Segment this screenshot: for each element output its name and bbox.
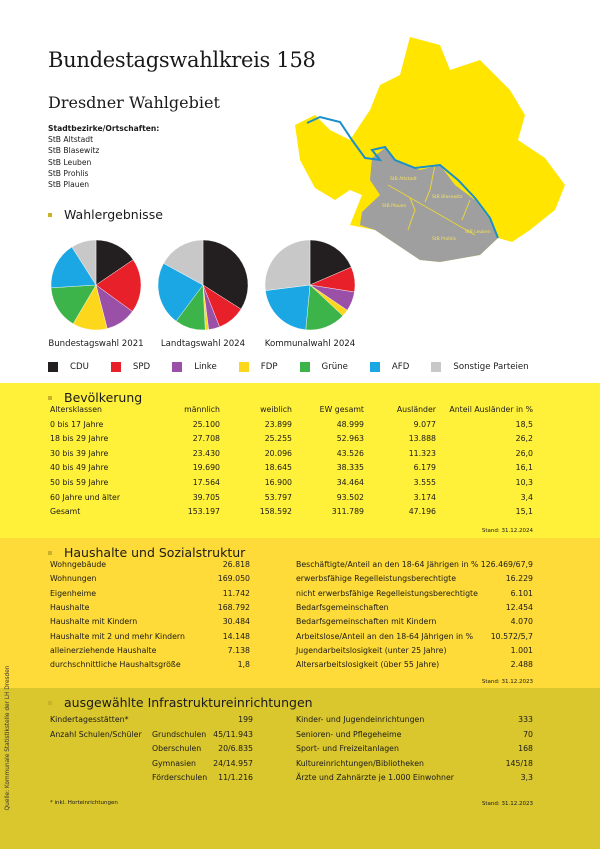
school-type: Grundschulen (152, 729, 207, 739)
households-section (0, 538, 600, 688)
cell-value: 3.174 (413, 492, 436, 502)
column-header: EW gesamt (319, 405, 364, 414)
row-label: 18 bis 29 Jahre (50, 434, 109, 444)
cell-value: 311.789 (331, 507, 364, 517)
school-type: Gymnasien (152, 758, 196, 768)
row-label: Bedarfsgemeinschaften (296, 602, 389, 612)
election-pie-charts (0, 230, 380, 340)
cell-value: 1.001 (510, 645, 533, 655)
cell-value: 169.050 (217, 574, 250, 584)
cell-value: 24/14.957 (213, 758, 253, 768)
row-label: Gesamt (50, 507, 81, 517)
page-title: Bundestagswahlkreis 158 (48, 48, 316, 72)
legend-swatch (431, 362, 441, 372)
pie-label: Landtagswahl 2024 (160, 339, 246, 349)
row-label: Haushalte mit Kindern (50, 617, 138, 627)
heading-text: Bevölkerung (64, 390, 143, 405)
cell-value: 18,5 (515, 419, 533, 429)
legend-swatch (172, 362, 182, 372)
footnote: * inkl. Horteinrichtungen (50, 800, 118, 806)
cell-value: 23.899 (264, 419, 292, 429)
row-label: Jugendarbeitslosigkeit (unter 25 Jahre) (296, 645, 447, 655)
cell-value: 168 (518, 744, 533, 754)
column-header: Anteil Ausländer in % (449, 405, 533, 414)
legend-swatch (370, 362, 380, 372)
legend-item (431, 362, 528, 372)
legend-item (48, 362, 89, 372)
cell-value: 18.645 (264, 463, 292, 473)
cell-value: 2.488 (510, 660, 533, 670)
row-label: 0 bis 17 Jahre (50, 419, 104, 429)
row-label: Anzahl Schulen/Schüler (50, 729, 142, 739)
cell-value: 9.077 (413, 419, 436, 429)
population-section (0, 383, 600, 538)
cell-value: 34.464 (336, 478, 364, 487)
bullet-icon (48, 213, 52, 217)
cell-value: 13.888 (408, 434, 436, 444)
cell-value: 48.999 (336, 419, 364, 429)
cell-value: 4.070 (510, 617, 533, 627)
cell-value: 3.555 (413, 478, 436, 487)
cell-value: 39.705 (192, 492, 220, 502)
cell-value: 10.572/5,7 (490, 631, 533, 641)
school-type: Oberschulen (152, 744, 202, 754)
elections-heading (48, 207, 163, 222)
cell-value: 70 (523, 729, 533, 739)
stand-date: Stand: 31.12.2024 (481, 528, 533, 534)
cell-value: 20.096 (264, 448, 292, 458)
cell-value: 1,8 (237, 660, 250, 670)
row-label: Haushalte mit 2 und mehr Kindern (50, 631, 185, 641)
stand-date: Stand: 31.12.2023 (481, 679, 533, 685)
cell-value: 43.526 (336, 448, 364, 458)
map-label: StB Blasewitz (432, 195, 463, 200)
row-label: Wohngebäude (50, 560, 107, 569)
row-label: alleinerziehende Haushalte (50, 645, 157, 655)
cell-value: 26.818 (222, 560, 250, 569)
row-label: nicht erwerbsfähige Regelleistungsberechtigte (296, 588, 478, 598)
cell-value: 52.963 (336, 434, 364, 444)
cell-value: 25.100 (192, 419, 220, 429)
population-heading (48, 390, 142, 405)
district-item: StB Leuben (48, 157, 92, 167)
pie-slice-afd (265, 285, 310, 330)
heading-text: Wahlergebnisse (64, 207, 163, 222)
cell-value: 47.196 (408, 507, 436, 517)
cell-value: 11.742 (222, 588, 250, 598)
school-type: Förderschulen (152, 773, 208, 783)
row-label: 30 bis 39 Jahre (50, 448, 109, 458)
row-label: Bedarfsgemeinschaften mit Kindern (296, 617, 437, 627)
bullet-icon (48, 396, 52, 400)
source-note: Quelle: Kommunale Statistikstelle der LH Dresden (5, 665, 11, 811)
cell-value: 6.179 (413, 463, 436, 473)
map-label: StB Plauen (382, 204, 407, 209)
cell-value: 12.454 (505, 602, 533, 612)
legend-swatch (300, 362, 310, 372)
cell-value: 153.197 (187, 507, 220, 517)
row-label: Arbeitslose/Anteil an den 18-64 Jährigen in % (296, 631, 473, 641)
heading-text: Haushalte und Sozialstruktur (64, 545, 246, 560)
infrastructure-section (0, 688, 600, 849)
pie-slice-sonstige-parteien (265, 240, 310, 291)
cell-value: 10,3 (515, 478, 533, 487)
cell-value: 27.708 (192, 434, 220, 444)
row-label: 50 bis 59 Jahre (50, 478, 109, 487)
column-header: männlich (184, 405, 220, 414)
legend-label: SPD (132, 362, 151, 372)
row-label: Altersarbeitslosigkeit (über 55 Jahre) (296, 660, 440, 670)
legend-item (111, 362, 150, 372)
map-label: StB Leuben (465, 230, 491, 235)
legend-label: Sonstige Parteien (453, 362, 529, 372)
district-item: StB Blasewitz (48, 146, 100, 156)
cell-value: 38.335 (336, 463, 364, 473)
row-label: 40 bis 49 Jahre (50, 463, 109, 473)
row-label: erwerbsfähige Regelleistungsberechtigte (296, 574, 456, 584)
bullet-icon (48, 551, 52, 555)
district-heading: Stadtbezirke/Ortschaften: (48, 124, 160, 133)
row-label: Kinder- und Jugendeinrichtungen (296, 715, 425, 724)
district-item: StB Altstadt (48, 135, 94, 145)
row-label: durchschnittliche Haushaltsgröße (50, 660, 181, 670)
map-label: StB Altstadt (390, 177, 417, 182)
cell-value: 168.792 (217, 602, 250, 612)
row-label: Wohnungen (50, 574, 97, 584)
cell-value: 20/6.835 (218, 744, 253, 754)
pie-label: Kommunalwahl 2024 (264, 339, 356, 349)
cell-value: 19.690 (192, 463, 220, 473)
row-label: Kultureinrichtungen/Bibliotheken (296, 758, 424, 768)
row-label: Sport- und Freizeitanlagen (296, 744, 399, 754)
cell-value: 3,3 (520, 773, 533, 783)
row-label: Senioren- und Pflegeheime (296, 729, 402, 739)
legend-label: FDP (260, 362, 278, 372)
cell-value: 126.469/67,9 (480, 560, 533, 569)
legend-item (239, 362, 278, 372)
cell-value: 11/1.216 (218, 773, 253, 783)
row-label: Beschäftigte/Anteil an den 18-64 Jährigen in % (296, 560, 479, 569)
row-label: Ärzte und Zahnärzte je 1.000 Einwohner (296, 773, 454, 783)
district-list (48, 123, 159, 190)
cell-value: 16,1 (515, 463, 533, 473)
bullet-icon (48, 701, 52, 705)
row-label: 60 Jahre und älter (50, 492, 121, 502)
column-header: Altersklassen (50, 405, 102, 414)
cell-value: 53.797 (264, 492, 292, 502)
district-item: StB Plauen (48, 180, 90, 190)
cell-value: 45/11.943 (213, 729, 253, 739)
pie-legend (48, 362, 551, 372)
stand-date: Stand: 31.12.2023 (481, 801, 533, 807)
district-item: StB Prohlis (48, 168, 89, 178)
cell-value: 6.101 (510, 588, 533, 598)
cell-value: 15,1 (515, 507, 533, 517)
legend-label: Grüne (321, 362, 348, 372)
legend-swatch (48, 362, 58, 372)
cell-value: 11.323 (408, 448, 436, 458)
cell-value: 7.138 (227, 645, 250, 655)
cell-value: 3,4 (520, 492, 533, 502)
row-label: Eigenheime (50, 588, 97, 598)
cell-value: 16.900 (264, 478, 292, 487)
legend-swatch (111, 362, 121, 372)
heading-text: ausgewählte Infrastruktureinrichtungen (64, 695, 313, 710)
cell-value: 16.229 (505, 574, 533, 584)
legend-item (300, 362, 348, 372)
cell-value: 14.148 (222, 631, 250, 641)
cell-value: 30.484 (222, 617, 250, 627)
legend-label: Linke (194, 362, 217, 372)
legend-item (370, 362, 409, 372)
cell-value: 145/18 (505, 758, 533, 768)
column-header: weiblich (260, 405, 292, 414)
cell-value: 26,2 (515, 434, 533, 444)
map-label: StB Prohlis (432, 237, 456, 242)
pie-label: Bundestagswahl 2021 (48, 339, 144, 349)
column-header: Ausländer (396, 405, 436, 414)
legend-item (172, 362, 217, 372)
infrastructure-heading (48, 695, 313, 710)
cell-value: 23.430 (192, 448, 220, 458)
cell-value: 26,0 (515, 448, 533, 458)
legend-label: AFD (391, 362, 410, 372)
row-label: Kindertagesstätten* (50, 715, 129, 724)
cell-value: 25.255 (264, 434, 292, 444)
legend-swatch (239, 362, 249, 372)
households-heading (48, 545, 245, 560)
cell-value: 93.502 (336, 492, 364, 502)
cell-value: 333 (518, 715, 533, 724)
cell-value: 199 (238, 715, 253, 724)
cell-value: 17.564 (192, 478, 220, 487)
legend-label: CDU (70, 362, 89, 372)
row-label: Haushalte (50, 602, 90, 612)
cell-value: 158.592 (259, 507, 292, 517)
page-subtitle: Dresdner Wahlgebiet (48, 93, 220, 112)
